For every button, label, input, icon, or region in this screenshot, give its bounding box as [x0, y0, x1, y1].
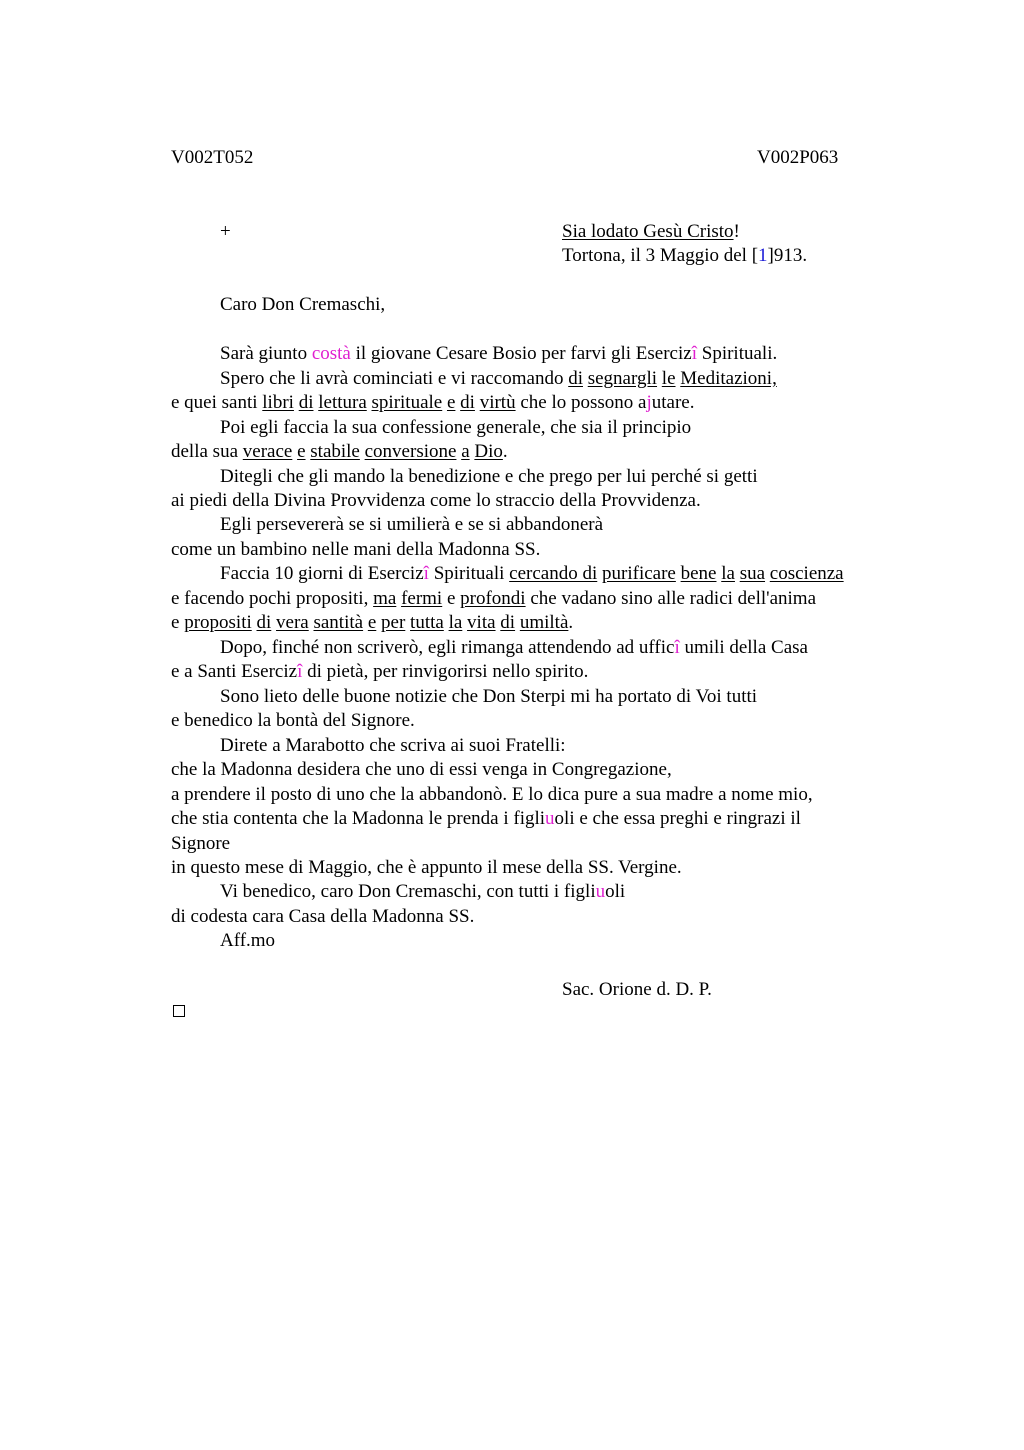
- text-fragment: verace: [242, 441, 293, 462]
- text-fragment: oli: [605, 881, 626, 902]
- cross-mark: +: [220, 221, 231, 242]
- text-fragment: Dopo, finché non scriverò, egli rimanga attendendo ad uffic: [220, 637, 675, 658]
- text-fragment: e: [446, 392, 456, 413]
- text-fragment: e facendo pochi propositi,: [171, 588, 374, 609]
- praise-line: [562, 220, 740, 244]
- text-fragment: .: [502, 441, 508, 462]
- text-fragment: la: [721, 563, 735, 584]
- text-fragment: segnargli: [587, 368, 658, 389]
- text-fragment: umili della Casa: [679, 637, 808, 658]
- body-line: [220, 562, 844, 586]
- bracket-digit: 1: [758, 245, 768, 266]
- body-line: [171, 440, 508, 464]
- text-fragment: di: [500, 612, 516, 633]
- text-fragment: Dio: [474, 441, 503, 462]
- text-fragment: u: [545, 808, 555, 829]
- text-fragment: le: [661, 368, 676, 389]
- text-fragment: e: [442, 588, 461, 609]
- text-fragment: u: [595, 881, 606, 902]
- text-fragment: e: [171, 612, 185, 633]
- body-line: [171, 660, 588, 684]
- text-fragment: utare.: [651, 392, 695, 413]
- text-fragment: Spirituali.: [697, 343, 778, 364]
- text-fragment: purificare: [602, 563, 676, 584]
- body-line: [220, 367, 777, 391]
- praise-text: Sia lodato Gesù Cristo: [562, 221, 734, 242]
- text-fragment: di: [298, 392, 314, 413]
- text-fragment: Meditazioni,: [680, 368, 777, 389]
- body-line: che la Madonna desidera che uno di essi venga in Congregazione,: [171, 759, 672, 780]
- text-fragment: tutta: [410, 612, 444, 633]
- end-box-mark: [173, 1005, 185, 1017]
- text-fragment: vera: [276, 612, 309, 633]
- text-fragment: santità: [313, 612, 364, 633]
- text-fragment: î: [691, 343, 697, 364]
- body-line: [220, 342, 777, 366]
- text-fragment: ma: [373, 588, 397, 609]
- text-fragment: î: [674, 637, 680, 658]
- text-fragment: ]913.: [767, 245, 808, 266]
- text-fragment: stabile: [310, 441, 360, 462]
- body-line: in questo mese di Maggio, che è appunto il mese della SS. Vergine.: [171, 857, 682, 878]
- text-fragment: per: [381, 612, 406, 633]
- text-fragment: oli e che essa preghi e ringrazi il: [554, 808, 801, 829]
- body-line: [220, 880, 625, 904]
- body-line: Ditegli che gli mando la benedizione e che prego per lui perché si getti: [220, 466, 758, 487]
- praise-mark: !: [733, 221, 740, 242]
- body-line: [220, 636, 808, 660]
- text-fragment: di: [568, 368, 583, 389]
- text-fragment: umiltà: [519, 612, 569, 633]
- text-fragment: Tortona, il 3 Maggio del [: [562, 245, 759, 266]
- text-fragment: j: [646, 392, 652, 413]
- text-fragment: profondi: [460, 588, 526, 609]
- text-fragment: che lo possono a: [515, 392, 647, 413]
- body-line: di codesta cara Casa della Madonna SS.: [171, 906, 475, 927]
- dateline: [562, 244, 807, 268]
- text-fragment: î: [423, 563, 429, 584]
- body-line: a prendere il posto di uno che la abbandonò. E lo dica pure a sua madre a nome mio,: [171, 784, 813, 805]
- body-line: [171, 587, 816, 611]
- body-line: e benedico la bontà del Signore.: [171, 710, 415, 731]
- text-fragment: conversione: [364, 441, 457, 462]
- text-fragment: fermi: [401, 588, 443, 609]
- text-fragment: e: [367, 612, 377, 633]
- body-line: [171, 807, 801, 831]
- salutation: Caro Don Cremaschi,: [220, 294, 386, 315]
- text-fragment: della sua: [171, 441, 243, 462]
- body-line: come un bambino nelle mani della Madonna SS.: [171, 539, 541, 560]
- body-line: Signore: [171, 833, 231, 854]
- text-fragment: coscienza: [769, 563, 844, 584]
- text-fragment: di: [460, 392, 475, 413]
- text-fragment: e quei santi: [171, 392, 263, 413]
- signature: Sac. Orione d. D. P.: [562, 979, 712, 1000]
- text-fragment: il giovane Cesare Bosio per farvi gli Eserciz: [350, 343, 692, 364]
- body-line: Egli persevererà se si umilierà e se si abbandonerà: [220, 514, 604, 535]
- text-fragment: Spero che li avrà cominciati e vi raccomando: [220, 368, 569, 389]
- text-fragment: di pietà, per rinvigorirsi nello spirito.: [302, 661, 589, 682]
- body-line: [171, 391, 694, 415]
- document-code-left: V002T052: [171, 147, 254, 168]
- text-fragment: virtù: [479, 392, 516, 413]
- text-fragment: e a Santi Eserciz: [171, 661, 298, 682]
- text-fragment: e: [297, 441, 306, 462]
- text-fragment: Faccia 10 giorni di Eserciz: [220, 563, 424, 584]
- text-fragment: costà: [311, 343, 351, 364]
- text-fragment: libri: [262, 392, 294, 413]
- text-fragment: lettura: [318, 392, 367, 413]
- text-fragment: î: [297, 661, 303, 682]
- text-fragment: Sarà giunto: [220, 343, 312, 364]
- body-line: Poi egli faccia la sua confessione generale, che sia il principio: [220, 417, 692, 438]
- body-line: ai piedi della Divina Provvidenza come lo straccio della Provvidenza.: [171, 490, 701, 511]
- text-fragment: di: [256, 612, 272, 633]
- text-fragment: vita: [467, 612, 496, 633]
- body-line: Direte a Marabotto che scriva ai suoi Fratelli:: [220, 735, 566, 756]
- text-fragment: bene: [680, 563, 717, 584]
- text-fragment: Spirituali: [428, 563, 510, 584]
- text-fragment: .: [568, 612, 574, 633]
- text-fragment: che stia contenta che la Madonna le prenda i figli: [171, 808, 546, 829]
- body-line: Sono lieto delle buone notizie che Don Sterpi mi ha portato di Voi tutti: [220, 686, 758, 707]
- text-fragment: la: [448, 612, 463, 633]
- closing: Aff.mo: [220, 930, 276, 951]
- body-line: [171, 611, 573, 635]
- text-fragment: propositi: [184, 612, 252, 633]
- text-fragment: a: [461, 441, 470, 462]
- text-fragment: spirituale: [371, 392, 443, 413]
- document-code-right: V002P063: [757, 147, 839, 168]
- text-fragment: Vi benedico, caro Don Cremaschi, con tutti i figli: [220, 881, 596, 902]
- text-fragment: cercando di: [509, 563, 598, 584]
- text-fragment: che vadano sino alle radici dell'anima: [525, 588, 817, 609]
- text-fragment: sua: [739, 563, 766, 584]
